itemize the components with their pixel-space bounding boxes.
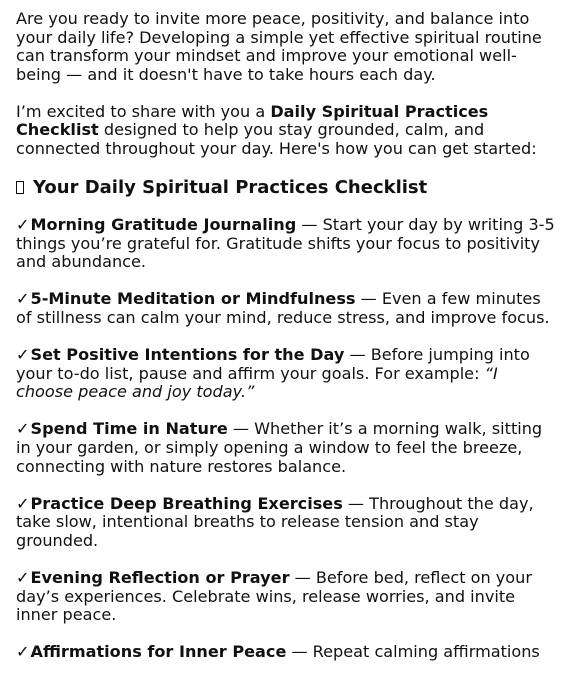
- checklist-heading-text: Your Daily Spiritual Practices Checklist: [33, 177, 428, 199]
- intro-text-after: designed to help you stay grounded, calm, and connected throughout your day. Here's how you can get started:: [16, 120, 537, 159]
- checklist-intro-paragraph: [16, 103, 557, 159]
- checklist-item-title: Spend Time in Nature: [30, 419, 228, 439]
- checklist-item-text: — Throughout the day, take slow, intentional breaths to release tension and stay grounded.: [16, 493, 534, 550]
- check-mark-icon: ✓: [16, 289, 30, 309]
- check-mark-icon: ✓: [16, 345, 30, 365]
- checkbox-icon: [16, 181, 24, 194]
- checklist-item-text: — Start your day by writing 3-5 things you’re grateful for. Gratitude shifts your focus to positivity and abundance.: [16, 215, 555, 272]
- checklist-item: [16, 290, 557, 327]
- checklist-item: [16, 569, 557, 625]
- checklist-item-text: — Before jumping into your to-do list, pause and affirm your goals. For example:: [16, 345, 530, 383]
- checklist-item-title: Morning Gratitude Journaling: [30, 215, 297, 235]
- checklist-name-bold: Daily Spiritual Practices Checklist: [16, 101, 489, 140]
- check-mark-icon: ✓: [16, 419, 30, 439]
- checklist-item: [16, 216, 557, 272]
- intro-paragraph: Are you ready to invite more peace, positivity, and balance into your daily life? Developing a simple yet effective spiritual routine can transform your mindset and improve your emotional well-being — and it doesn't have to take hours each day.: [16, 9, 542, 84]
- checklist-heading: [16, 177, 557, 199]
- checklist-item-text: — Whether it’s a morning walk, sitting in your garden, or simply opening a window to feel the breeze, connecting with nature restores balance.: [16, 419, 543, 476]
- article-body: [16, 10, 557, 680]
- checklist-item-title: Practice Deep Breathing Exercises: [30, 493, 343, 513]
- checklist-item-text: — Before bed, reflect on your day’s experiences. Celebrate wins, release worries, and invite inner peace.: [16, 567, 532, 625]
- checklist-item-title: Set Positive Intentions for the Day: [30, 345, 345, 365]
- checklist-item-text: — Repeat calming affirmations: [286, 642, 540, 662]
- checklist-item: [16, 643, 557, 662]
- check-mark-icon: ✓: [16, 493, 30, 513]
- check-mark-icon: ✓: [16, 567, 30, 587]
- intro-text-before: I’m excited to share with you a: [16, 101, 271, 121]
- example-quote: “I choose peace and joy today.”: [16, 363, 498, 402]
- checklist-item-title: Evening Reflection or Prayer: [30, 567, 290, 587]
- checklist-item-title: Affirmations for Inner Peace: [30, 642, 287, 662]
- checklist-item: [16, 495, 557, 551]
- check-mark-icon: ✓: [16, 642, 30, 662]
- checklist-item: [16, 346, 557, 402]
- check-mark-icon: ✓: [16, 215, 30, 235]
- checklist-item-text: — Even a few minutes of stillness can calm your mind, reduce stress, and improve focus.: [16, 289, 550, 328]
- checklist-item: [16, 420, 557, 476]
- checklist-item-title: 5-Minute Meditation or Mindfulness: [30, 289, 356, 309]
